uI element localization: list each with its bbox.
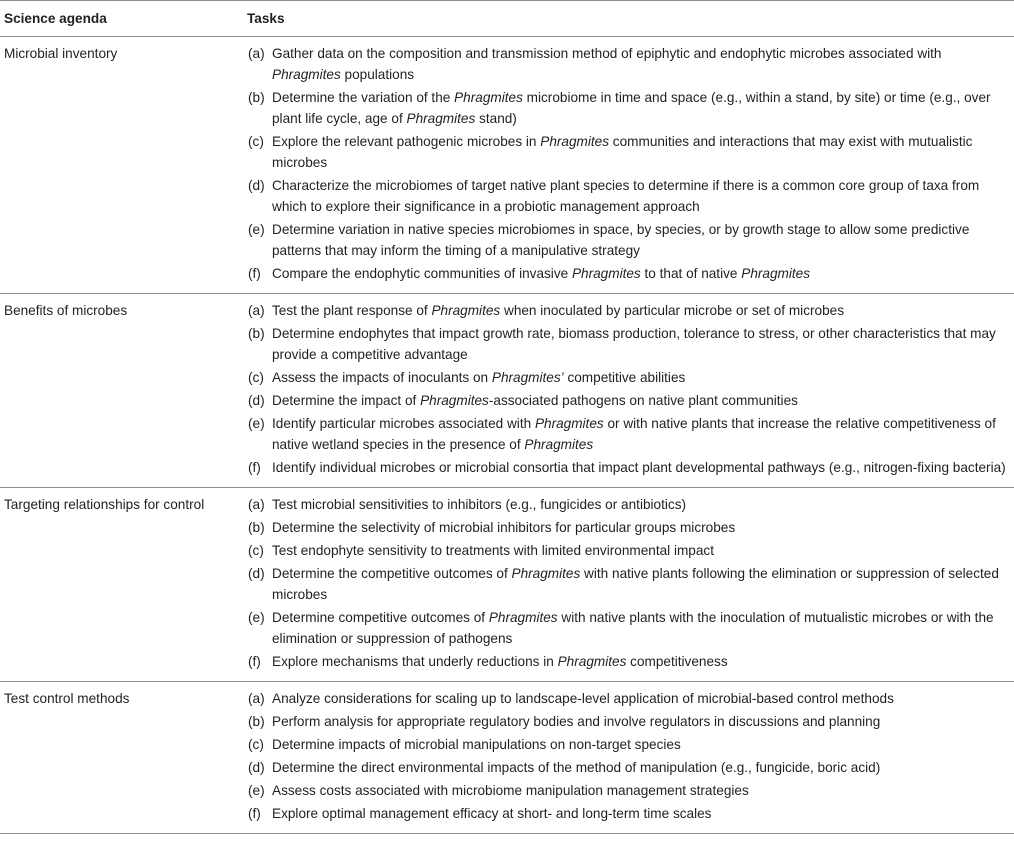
task-text: Test microbial sensitivities to inhibitors (e.g., fungicides or antibiotics) [272, 497, 687, 512]
tasks-cell [247, 494, 1014, 672]
list-item [247, 803, 1014, 824]
list-item [247, 711, 1014, 732]
task-text: Determine the impact of Phragmites-associated pathogens on native plant communities [272, 393, 798, 408]
task-letter: (d) [248, 178, 265, 193]
task-text: Test the plant response of Phragmites when inoculated by particular microbe or set of microbes [272, 303, 844, 318]
table-row [0, 488, 1014, 681]
task-letter: (f) [248, 654, 261, 669]
header-science-agenda: Science agenda [4, 11, 107, 26]
tasks-cell [247, 688, 1014, 824]
list-item [247, 367, 1014, 388]
task-letter: (e) [248, 610, 265, 625]
list-item [247, 131, 1014, 173]
list-item [247, 300, 1014, 321]
task-text: Determine the variation of the Phragmites microbiome in time and space (e.g., within a stand, by site) or time (e.g., over plant life cycle, age of Phragmites stand) [272, 90, 991, 126]
task-letter: (c) [248, 543, 264, 558]
task-letter: (a) [248, 691, 265, 706]
table-row [0, 37, 1014, 293]
list-item [247, 540, 1014, 561]
list-item [247, 87, 1014, 129]
task-text: Identify particular microbes associated with Phragmites or with native plants that increase the relative competitiveness of native wetland species in the presence of Phragmites [272, 416, 996, 452]
task-letter: (a) [248, 497, 265, 512]
task-letter: (f) [248, 806, 261, 821]
task-letter: (e) [248, 783, 265, 798]
list-item [247, 457, 1014, 478]
task-text: Assess the impacts of inoculants on Phragmites’ competitive abilities [272, 370, 686, 385]
task-letter: (c) [248, 737, 264, 752]
task-text: Explore optimal management efficacy at short- and long-term time scales [272, 806, 712, 821]
list-item [247, 517, 1014, 538]
list-item [247, 563, 1014, 605]
table-header-row [0, 1, 1014, 36]
task-letter: (b) [248, 520, 265, 535]
bottom-rule [0, 833, 1014, 834]
header-tasks: Tasks [247, 11, 285, 26]
task-text: Determine competitive outcomes of Phragmites with native plants with the inoculation of mutualistic microbes or with the elimination or suppression of pathogens [272, 610, 994, 646]
task-text: Determine endophytes that impact growth rate, biomass production, tolerance to stress, or other characteristics that may provide a competitive advantage [272, 326, 996, 362]
list-item [247, 323, 1014, 365]
task-letter: (f) [248, 266, 261, 281]
task-letter: (b) [248, 326, 265, 341]
task-text: Compare the endophytic communities of invasive Phragmites to that of native Phragmites [272, 266, 811, 281]
task-text: Test endophyte sensitivity to treatments with limited environmental impact [272, 543, 714, 558]
task-text: Determine the selectivity of microbial inhibitors for particular groups microbes [272, 520, 736, 535]
agenda-cell: Microbial inventory [4, 46, 118, 61]
list-item [247, 390, 1014, 411]
list-item [247, 263, 1014, 284]
task-text: Determine impacts of microbial manipulations on non-target species [272, 737, 681, 752]
task-text: Determine variation in native species microbiomes in space, by species, or by growth stage to allow some predictive patterns that may inform the timing of a manipulative strategy [272, 222, 970, 258]
task-letter: (e) [248, 222, 265, 237]
list-item [247, 757, 1014, 778]
task-letter: (f) [248, 460, 261, 475]
task-letter: (d) [248, 760, 265, 775]
task-letter: (e) [248, 416, 265, 431]
task-letter: (a) [248, 303, 265, 318]
task-letter: (a) [248, 46, 265, 61]
task-text: Identify individual microbes or microbial consortia that impact plant developmental pathways (e.g., nitrogen-fixing bacteria) [272, 460, 1006, 475]
task-letter: (c) [248, 134, 264, 149]
task-letter: (b) [248, 90, 265, 105]
task-text: Characterize the microbiomes of target native plant species to determine if there is a common core group of taxa from which to explore their significance in a probiotic management approach [272, 178, 980, 214]
list-item [247, 494, 1014, 515]
tasks-cell [247, 300, 1014, 478]
list-item [247, 413, 1014, 455]
table-row [0, 682, 1014, 833]
agenda-cell: Benefits of microbes [4, 303, 128, 318]
list-item [247, 175, 1014, 217]
task-letter: (b) [248, 714, 265, 729]
task-text: Gather data on the composition and transmission method of epiphytic and endophytic microbes associated with Phragmites populations [272, 46, 942, 82]
task-text: Perform analysis for appropriate regulatory bodies and involve regulators in discussions and planning [272, 714, 881, 729]
list-item [247, 607, 1014, 649]
list-item [247, 219, 1014, 261]
task-letter: (c) [248, 370, 264, 385]
table-row [0, 294, 1014, 487]
agenda-cell: Test control methods [4, 691, 130, 706]
task-text: Determine the direct environmental impacts of the method of manipulation (e.g., fungicide, boric acid) [272, 760, 881, 775]
agenda-cell: Targeting relationships for control [4, 497, 205, 512]
list-item [247, 780, 1014, 801]
task-text: Assess costs associated with microbiome manipulation management strategies [272, 783, 749, 798]
task-text: Explore the relevant pathogenic microbes in Phragmites communities and interactions that may exist with mutualistic microbes [272, 134, 973, 170]
task-text: Determine the competitive outcomes of Phragmites with native plants following the elimination or suppression of selected microbes [272, 566, 999, 602]
task-letter: (d) [248, 393, 265, 408]
tasks-cell [247, 43, 1014, 284]
list-item [247, 651, 1014, 672]
task-text: Analyze considerations for scaling up to landscape-level application of microbial-based control methods [272, 691, 894, 706]
table-body [0, 36, 1014, 834]
list-item [247, 688, 1014, 709]
task-text: Explore mechanisms that underly reductions in Phragmites competitiveness [272, 654, 728, 669]
task-letter: (d) [248, 566, 265, 581]
list-item [247, 734, 1014, 755]
list-item [247, 43, 1014, 85]
